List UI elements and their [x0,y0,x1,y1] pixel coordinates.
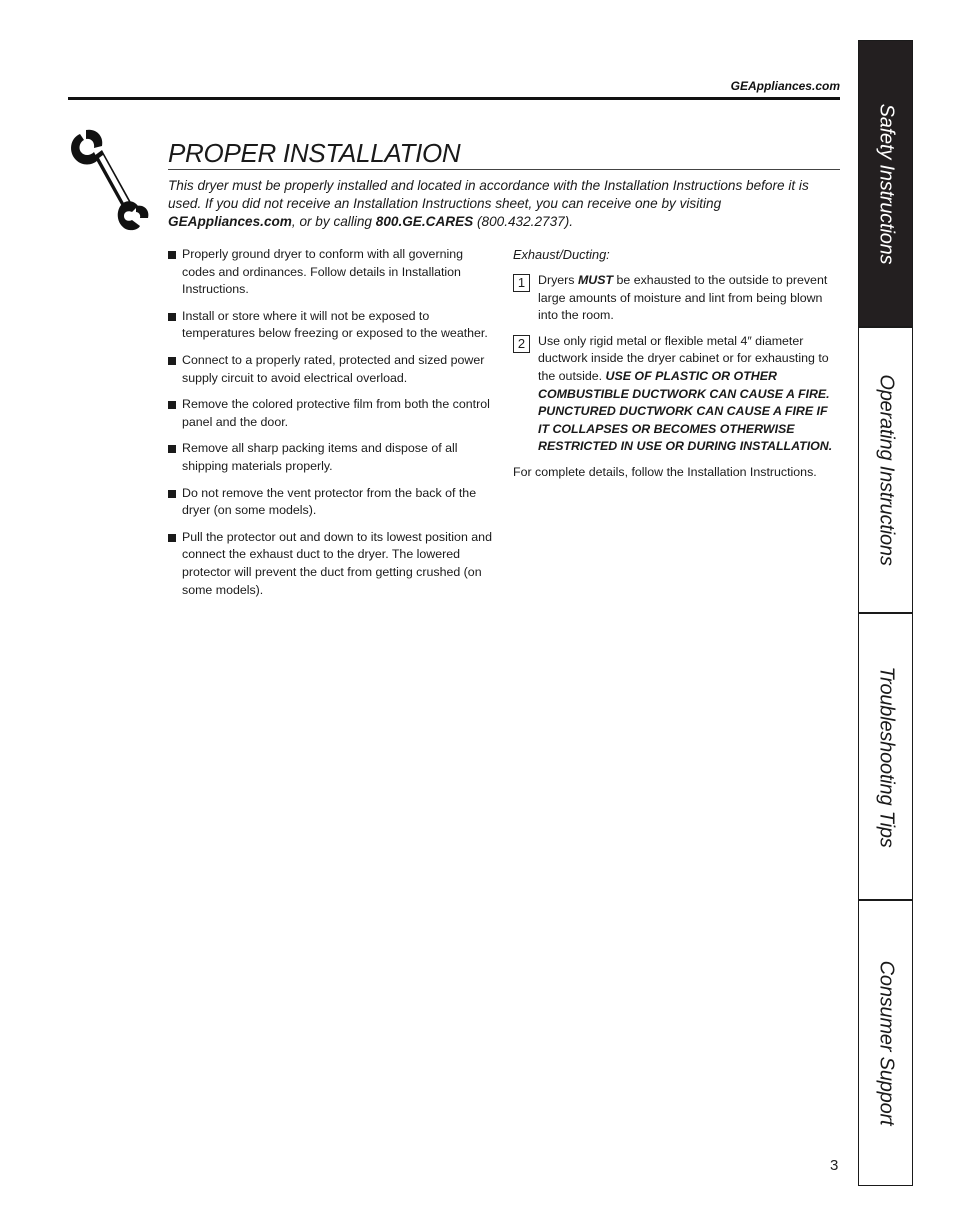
intro-text: (800.432.2737). [473,214,573,229]
tab-label: Safety Instructions [875,103,897,264]
list-item-text: Remove the colored protective film from both the control panel and the door. [182,397,490,429]
site-url[interactable]: GEAppliances.com [730,79,840,93]
list-item [168,308,498,343]
list-item [168,396,498,431]
website-link[interactable]: GEAppliances.com [168,214,292,229]
exhaust-item-text: Dryers [538,273,578,287]
exhaust-item-text: be exhausted to the outside to prevent large amounts of moisture and lint from being blown into the room. [538,273,828,323]
square-bullet-icon [168,490,176,498]
header-rule [68,97,840,100]
list-item-text: Pull the protector out and down to its lowest position and connect the exhaust duct to the dryer. The lowered protector will prevent the duct from getting crushed (on some models). [182,529,492,597]
list-item-text: Connect to a properly rated, protected and sized power supply circuit to avoid electrical overload. [182,352,485,385]
tab-operating-instructions[interactable] [859,328,912,614]
tab-label: Troubleshooting Tips [875,665,897,848]
phone-number: 800.GE.CARES [375,214,474,229]
installation-bullet-list [168,246,498,608]
square-bullet-icon [168,251,176,259]
list-item [168,246,498,299]
page-number: 3 [830,1157,839,1174]
square-bullet-icon [168,445,176,453]
exhaust-heading: Exhaust/Ducting: [513,247,610,262]
number-box: 2 [513,335,530,353]
list-item-text: Remove all sharp packing items and dispose of all shipping materials properly. [182,441,458,473]
tab-label: Consumer Support [875,960,897,1126]
list-item-text: Install or store where it will not be exposed to temperatures below freezing or exposed to the weather. [182,308,488,341]
wrench-icon [66,126,152,234]
number-box: 1 [513,274,530,292]
list-item [168,440,498,475]
exhaust-item-1 [513,272,839,325]
intro-paragraph [168,177,844,231]
section-title: PROPER INSTALLATION [168,138,461,168]
list-item [168,352,498,387]
tab-safety-instructions[interactable] [859,41,912,328]
intro-text: This dryer must be properly installed and located in accordance with the Installation Instructions before it is used. If you did not receive an Installation Instructions sheet, you can receive one by visiting [168,178,809,211]
list-item [168,485,498,520]
tab-label: Operating Instructions [875,374,897,566]
section-tabs [858,40,913,1186]
title-rule [168,169,840,170]
complete-details-note: For complete details, follow the Installation Instructions. [513,464,817,479]
list-item [168,529,498,599]
square-bullet-icon [168,401,176,409]
list-item-text: Properly ground dryer to conform with all governing codes and ordinances. Follow details in Installation Instructions. [182,247,463,297]
emphasis-text: MUST [577,273,614,287]
exhaust-item-2 [513,333,839,456]
tab-consumer-support[interactable] [859,901,912,1185]
exhaust-item-text: Use only rigid metal or flexible metal 4″ diameter ductwork inside the dryer cabinet or for exhausting to the outside. [538,333,829,383]
fire-warning-text: USE OF PLASTIC OR OTHER COMBUSTIBLE DUCTWORK CAN CAUSE A FIRE. PUNCTURED DUCTWORK CAN CAUSE A FIRE IF IT COLLAPSES OR BECOMES OTHERWISE RESTRICTED IN USE OR DURING INSTALLATION. [538,368,833,454]
intro-text: , or by calling [291,214,376,229]
exhaust-section [513,246,839,482]
square-bullet-icon [168,313,176,321]
square-bullet-icon [168,357,176,365]
square-bullet-icon [168,534,176,542]
tab-troubleshooting-tips[interactable] [859,614,912,901]
list-item-text: Do not remove the vent protector from the back of the dryer (on some models). [182,485,477,518]
